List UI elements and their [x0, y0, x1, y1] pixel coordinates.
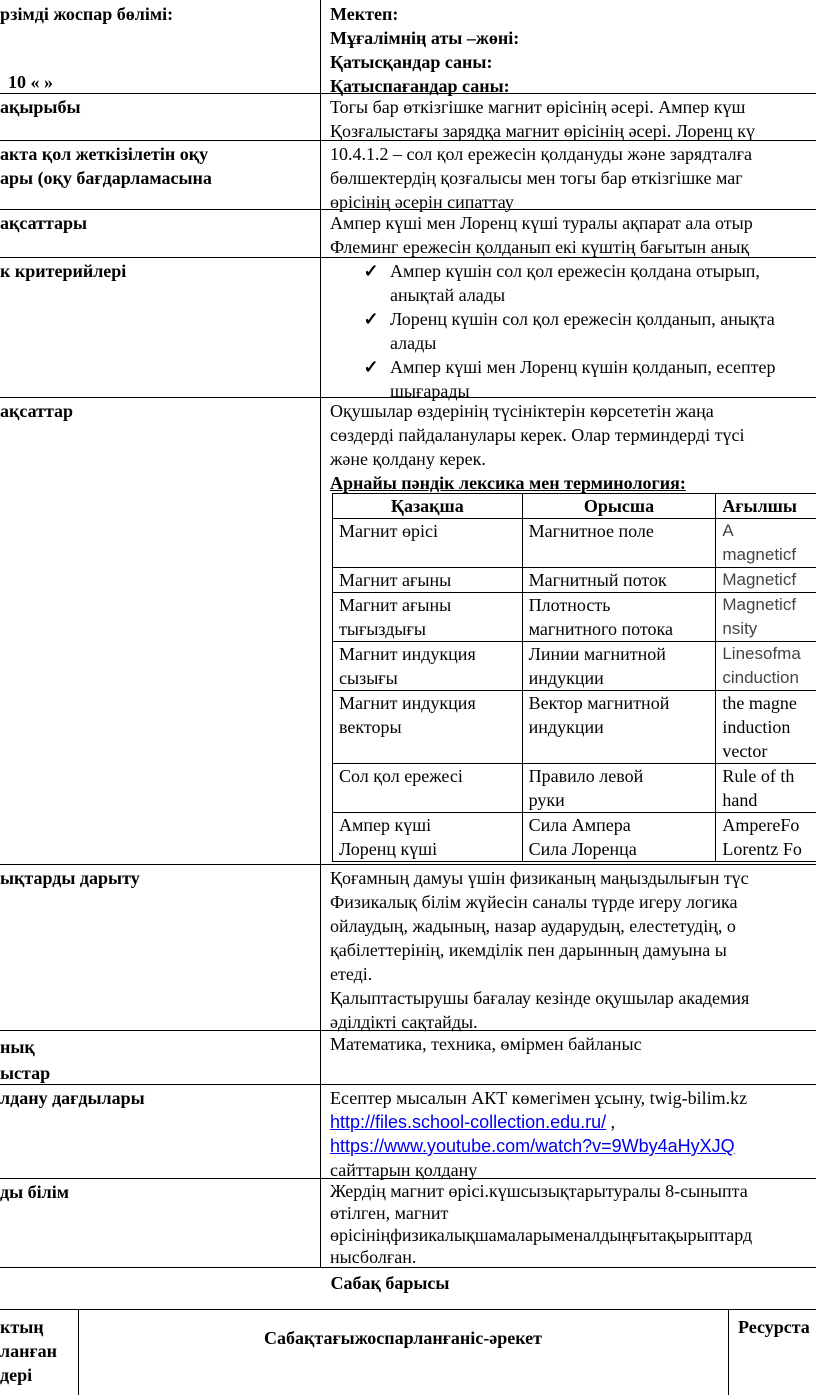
vocab-col-kazakh: Қазақша — [333, 494, 523, 519]
criteria-label: к критерийлері — [0, 261, 127, 281]
vocab-english-cell: Rule of th hand — [716, 764, 816, 813]
vocab-kazakh-cell: Магнит өрісі — [333, 519, 523, 568]
vocab-russian-cell: Магнитный поток — [522, 568, 716, 593]
vocab-russian-cell: Плотность магнитного потока — [522, 593, 716, 642]
vocab-title: Арнайы пәндік лексика мен терминология: — [330, 473, 686, 493]
ict-label: лдану дағдылары — [0, 1088, 145, 1108]
prior-knowledge-label: ды білім — [0, 1182, 70, 1202]
vocab-row — [333, 519, 816, 568]
vocab-kazakh-cell: Сол қол ережесі — [333, 764, 523, 813]
vocab-row — [333, 568, 816, 593]
criteria-list: ✓ Ампер күшін сол қол ережесін қолдана отырып, анықтай алады ✓ Лоренц күшін сол қол ережесін қолданып, анықта алады ✓ Ампер күші мен Лоренц күшін қолданып, есептер шығарады — [352, 259, 816, 403]
vocab-row — [333, 813, 816, 862]
vocab-english-cell: A magneticf — [716, 519, 816, 568]
class-label: 10 « » — [8, 72, 53, 92]
lesson-activity-header: Сабақтағыжоспарланғаніс-әрекет — [264, 1328, 542, 1348]
school-info: Мектеп: Мұғалімнің аты –жөні: Қатысқандар саны: Қатыспағандар саны: — [330, 4, 520, 96]
row-border — [0, 864, 816, 865]
vocab-english-cell: Magneticf nsity — [716, 593, 816, 642]
language-text: Оқушылар өздерінің түсініктерін көрсететін жаңа сөздерді пайдаланулары керек. Олар терминдерді түсі және қолдану керек. Арнайы пәндік лексика мен терминология: — [330, 399, 816, 495]
vocab-kazakh-cell: Ампер күші Лоренц күші — [333, 813, 523, 862]
vocab-kazakh-cell: Магнит ағыны тығыздығы — [333, 593, 523, 642]
language-label: ақсаттар — [0, 401, 74, 421]
vocab-col-english: Ағылшы — [716, 494, 816, 519]
vocab-col-russian: Орысша — [522, 494, 716, 519]
vocab-russian-cell: Магнитное поле — [522, 519, 716, 568]
vocab-russian-cell: Вектор магнитной индукции — [522, 691, 716, 764]
check-icon: ✓ — [363, 357, 379, 377]
lesson-table-divider — [728, 1309, 729, 1395]
values-label: ықтарды дарыту — [0, 868, 140, 888]
check-icon: ✓ — [363, 309, 379, 329]
topic-text: Тогы бар өткізгішке магнит өрісінің әсері. Ампер күш Қозғалыстағы зарядқа магнит өрісінің әсері. Лоренц кү — [330, 97, 756, 141]
values-text: Қоғамның дамуы үшін физиканың маңыздылығын түс Физикалық білім жүйесін саналы түрде игеру логика ойлаудың, жадының, назар аударудың, елестетудің, о қабілеттерінің, икемділік пен дарынның дамуына ы етеді. Қалыптастырушы бағалау кезінде оқушылар академия әділдікті сақтайды. — [330, 868, 750, 1032]
lesson-progress-title: Сабақ барысы — [330, 1273, 450, 1293]
prior-knowledge-text: Жердің магнит өрісі.күшсызықтарытуралы 8-сыныпта өтілген, магнит өрісініңфизикалықшамаларыменалдыңғытақырыптард нысболған. — [330, 1181, 753, 1267]
vocab-english-cell: Magneticf — [716, 568, 816, 593]
plan-section-label: рзімді жоспар бөлімі: — [0, 4, 174, 24]
youtube-link[interactable]: https://www.youtube.com/watch?v=9Wby4aHyXJQ — [330, 1136, 735, 1156]
lesson-table-divider — [78, 1309, 79, 1395]
vocab-russian-cell: Сила Ампера Сила Лоренца — [522, 813, 716, 862]
check-icon: ✓ — [363, 261, 379, 281]
criteria-item: ✓ Лоренц күшін сол қол ережесін қолданып, анықта — [352, 307, 816, 331]
table-header-row — [333, 494, 816, 519]
lesson-resources-header: Ресурста — [738, 1317, 810, 1337]
vocab-kazakh-cell: Магнит ағыны — [333, 568, 523, 593]
vocab-russian-cell: Линии магнитной индукции — [522, 642, 716, 691]
goals-text: Ампер күші мен Лоренц күші туралы ақпарат ала отыр Флеминг ережесін қолданып екі күштің бағытын анық — [330, 213, 753, 257]
vocab-english-cell: the magne induction vector — [716, 691, 816, 764]
vocab-kazakh-cell: Магнит индукция сызығы — [333, 642, 523, 691]
vocab-kazakh-cell: Магнит индукция векторы — [333, 691, 523, 764]
vocab-russian-cell: Правило левой руки — [522, 764, 716, 813]
vocab-row — [333, 691, 816, 764]
table-divider — [320, 0, 321, 1267]
crosscurricular-label: нық ыстар — [0, 1037, 51, 1083]
topic-label: ақырыбы — [0, 97, 81, 117]
vocab-row — [333, 593, 816, 642]
goals-label: ақсаттары — [0, 213, 88, 233]
criteria-item: ✓ Ампер күшін сол қол ережесін қолдана отырып, — [352, 259, 816, 283]
lesson-stage-header: ктың ланған дері — [0, 1317, 58, 1385]
lesson-table-border — [0, 1309, 816, 1310]
objectives-text: 10.4.1.2 – сол қол ережесін қолдануды және зарядталға бөлшектердің қозғалысы мен тогы бар өткізгішке маг өрісінің әсерін сипаттау — [330, 144, 753, 212]
crosscurricular-text: Математика, техника, өмірмен байланыс — [330, 1034, 642, 1054]
vocab-english-cell: AmpereFo Lorentz Fo — [716, 813, 816, 862]
vocab-row — [333, 642, 816, 691]
objectives-label: акта қол жеткізілетін оқу ары (оқу бағдарламасына — [0, 144, 212, 188]
school-collection-link[interactable]: http://files.school-collection.edu.ru/ — [330, 1112, 607, 1132]
criteria-item: ✓ Ампер күші мен Лоренц күшін қолданып, есептер — [352, 355, 816, 379]
ict-text: Есептер мысалын АКТ көмегімен ұсыну, twig-bilim.kz http://files.school-collection.edu.ru/ , https://www.youtube.com/watch?v=9Wby4aHyXJQ сайттарын қолдану — [330, 1088, 748, 1180]
vocab-row — [333, 764, 816, 813]
vocab-english-cell: Linesofma cinduction — [716, 642, 816, 691]
vocabulary-table — [332, 493, 816, 862]
